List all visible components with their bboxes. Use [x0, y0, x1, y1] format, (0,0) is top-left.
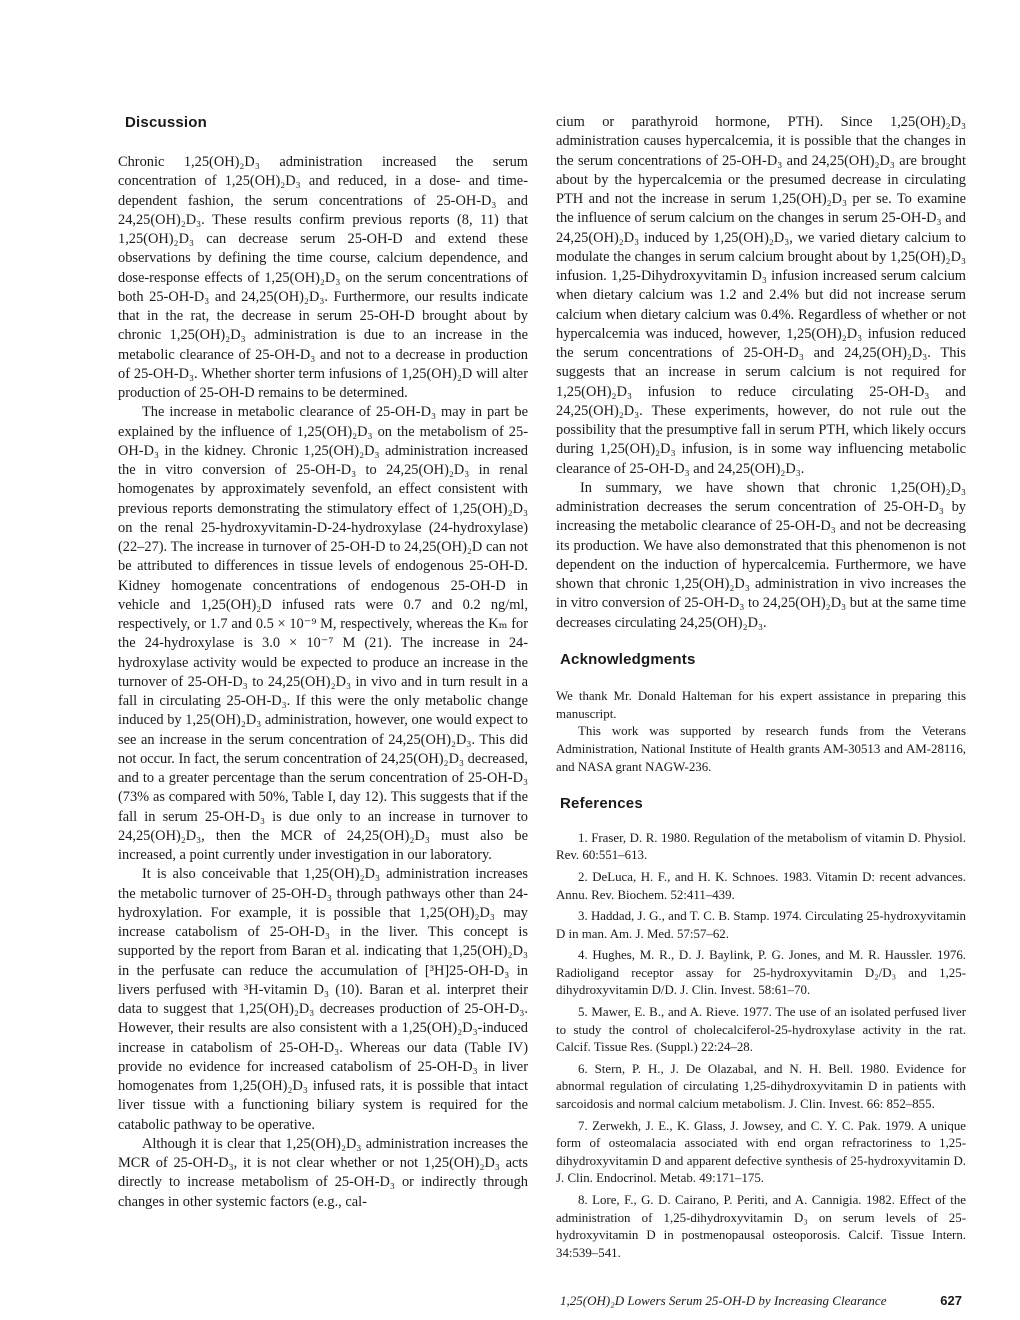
reference-item: 2. DeLuca, H. F., and H. K. Schnoes. 1983. Vitamin D: recent advances. Annu. Rev. Biochem. 52:411–439.	[556, 869, 966, 902]
discussion-paragraph-4: Although it is clear that 1,25(OH)₂D₃ administration increases the MCR of 25-OH-D₃, it is not clear whether or not 1,25(OH)₂D₃ acts directly to increase metabolism of 25-OH-D₃ or indirectly through changes in other systemic factors (e.g., cal-	[118, 1135, 528, 1210]
acknowledgments-heading: Acknowledgments	[560, 650, 696, 668]
acknowledgments-paragraph-1: We thank Mr. Donald Halteman for his expert assistance in preparing this manuscript.	[556, 688, 966, 721]
reference-item: 4. Hughes, M. R., D. J. Baylink, P. G. Jones, and M. R. Haussler. 1976. Radioligand receptor assay for 25-hydroxyvitamin D₂/D₃ and 1,25-dihydroxyvitamin D/D. J. Clin. Invest. 58:61–70.	[556, 948, 966, 998]
reference-item: 7. Zerwekh, J. E., K. Glass, J. Jowsey, and C. Y. C. Pak. 1979. A unique form of osteomalacia associated with end organ refractoriness to 1,25-dihydroxyvitamin D and apparent defective synthesis of 25-hydroxyvitamin D. J. Clin. Endocrinol. Metab. 49:171–175.	[556, 1118, 966, 1186]
discussion-paragraph-6: In summary, we have shown that chronic 1,25(OH)₂D₃ administration decreases the serum concentration of 25-OH-D₃ by increasing the metabolic clearance of 25-OH-D₃ and not be decreasing its production. We have also demonstrated that this phenomenon is not dependent on the induction of hypercalcemia. Furthermore, we have shown that chronic 1,25(OH)₂D₃ administration in vivo increases the in vitro conversion of 25-OH-D₃ to 24,25(OH)₂D₃ but at the same time decreases circulating 24,25(OH)₂D₃.	[556, 479, 966, 631]
reference-item: 5. Mawer, E. B., and A. Rieve. 1977. The use of an isolated perfused liver to study the control of cholecalciferol-25-hydroxylase activity in the rat. Calcif. Tissue Res. (Suppl.) 22:24–28.	[556, 1005, 966, 1055]
discussion-paragraph-1: Chronic 1,25(OH)₂D₃ administration increased the serum concentration of 1,25(OH)₂D₃ and reduced, in a dose- and time-dependent fashion, the serum concentrations of 25-OH-D₃ and 24,25(OH)₂D₃. These results confirm previous reports (8, 11) that 1,25(OH)₂D₃ can decrease serum 25-OH-D and extend these observations by defining the time course, calcium dependence, and dose-response effects of 1,25(OH)₂D₃ on the serum concentrations of both 25-OH-D₃ and 24,25(OH)₂D₃. Furthermore, our results indicate that in the rat, the decrease in serum 25-OH-D brought about by chronic 1,25(OH)₂D₃ administration is due to an increase in the metabolic clearance of 25-OH-D₃ and not to a decrease in production of 25-OH-D₃. Whether shorter term infusions of 1,25(OH)₂D will alter production of 25-OH-D remains to be determined.	[118, 154, 528, 401]
page-footer	[560, 1293, 962, 1309]
discussion-heading: Discussion	[125, 114, 208, 131]
left-column	[118, 114, 528, 1212]
reference-list	[556, 830, 966, 1263]
discussion-paragraph-2: The increase in metabolic clearance of 25-OH-D₃ may in part be explained by the influence of 1,25(OH)₂D₃ on the metabolism of 25-OH-D₃ in the kidney. Chronic 1,25(OH)₂D₃ administration increased the in vitro conversion of 25-OH-D₃ to 24,25(OH)₂D₃ in renal homogenates by approximately sevenfold, an effect consistent with previous reports demonstrating the stimulatory effect of 1,25(OH)₂D₃ on the renal 25-hydroxyvitamin-D-24-hydroxylase (24-hydroxylase) (22–27). The increase in turnover of 25-OH-D to 24,25(OH)₂D can not be attributed to differences in tissue levels of endogenous 25-OH-D. Kidney homogenate concentrations of endogenous 25-OH-D in vehicle and 1,25(OH)₂D infused rats were 0.7 and 0.2 ng/ml, respectively, or 1.7 and 0.5 × 10⁻⁹ M, respectively, whereas the Kₘ for the 24-hydroxylase is 3.0 × 10⁻⁷ M (21). The increase in 24-hydroxylase activity would be expected to produce an increase in the turnover of 25-OH-D₃ to 24,25(OH)₂D₃ in vivo and in turn result in a fall in circulating 25-OH-D₃. If this were the only metabolic change induced by 1,25(OH)₂D₃ administration, however, one would expect to see an increase in the serum concentration of 24,25(OH)₂D₃. This did not occur. In fact, the serum concentration of 24,25(OH)₂D₃ decreased, and to a greater percentage than the serum concentration of 25-OH-D₃ (73% as compared with 50%, Table I, day 12). This suggests that if the fall in serum 25-OH-D₃ is due only to an increase in turnover to 24,25(OH)₂D₃, then the MCR of 24,25(OH)₂D₃ must also be increased, a point currently under investigation in our laboratory.	[118, 404, 528, 863]
reference-item: 3. Haddad, J. G., and T. C. B. Stamp. 1974. Circulating 25-hydroxyvitamin D in man. Am. J. Med. 57:57–62.	[556, 909, 966, 941]
reference-item: 1. Fraser, D. R. 1980. Regulation of the metabolism of vitamin D. Physiol. Rev. 60:551–613.	[556, 830, 966, 863]
reference-item: 6. Stern, P. H., J. De Olazabal, and N. H. Bell. 1980. Evidence for abnormal regulation of circulating 1,25-dihydroxyvitamin D in patients with sarcoidosis and normal calcium metabolism. J. Clin. Invest. 66: 852–855.	[556, 1061, 966, 1112]
right-column	[556, 113, 966, 1266]
discussion-paragraph-5: cium or parathyroid hormone, PTH). Since 1,25(OH)₂D₃ administration causes hypercalcemia, it is possible that the changes in the serum concentrations of 25-OH-D₃ and 24,25(OH)₂D₃ are brought about by the hypercalcemia or the presumed decrease in circulating PTH and not the increase in serum 1,25(OH)₂D₃ per se. To examine the influence of serum calcium on the changes in serum 25-OH-D₃ and 24,25(OH)₂D₃ induced by 1,25(OH)₂D₃, we varied dietary calcium to modulate the changes in serum calcium brought about by 1,25(OH)₂D₃ infusion. 1,25-Dihydroxyvitamin D₃ infusion increased serum calcium when dietary calcium was 1.2 and 2.4% but did not increase serum calcium when dietary calcium was 0.4%. Regardless of whether or not hypercalcemia was induced, however, 1,25(OH)₂D₃ infusion reduced the serum concentrations of 25-OH-D₃ and 24,25(OH)₂D₃. This suggests that an increase in serum calcium is not required for 1,25(OH)₂D₃ infusion to reduce circulating 25-OH-D₃ and 24,25(OH)₂D₃. These experiments, however, do not rule out the possibility that the presumptive fall in serum PTH, which likely occurs during 1,25(OH)₂D₃ infusion, is in some way influencing metabolic clearance of 25-OH-D₃ and 24,25(OH)₂D₃.	[556, 114, 966, 477]
reference-item: 8. Lore, F., G. D. Cairano, P. Periti, and A. Cannigia. 1982. Effect of the administration of 1,25-dihydroxyvitamin D₃ on serum levels of 25-hydroxyvitamin D in postmenopausal osteoporosis. Calcif. Tissue Intern. 34:539–541.	[556, 1193, 966, 1260]
discussion-paragraph-3: It is also conceivable that 1,25(OH)₂D₃ administration increases the metabolic turnover of 25-OH-D₃ through pathways other than 24-hydroxylation. For example, it is possible that 1,25(OH)₂D₃ may increase catabolism of 25-OH-D₃ in the liver. This concept is supported by the report from Baran et al. indicating that 1,25(OH)₂D₃ in the perfusate can reduce the accumulation of [³H]25-OH-D₃ in livers perfused with ³H-vitamin D₃ (10). Baran et al. interpret their data to suggest that 1,25(OH)₂D₃ decreases production of 25-OH-D₃. However, their results are also consistent with a 1,25(OH)₂D₃-induced increase in catabolism of 25-OH-D₃. Whereas our data (Table IV) provide no evidence for increased catabolism of 25-OH-D₃ in liver homogenates from 1,25(OH)₂D₃ infused rats, it is possible that intact liver tissue with a functioning biliary system is required for the catabolic pathway to be operative.	[118, 866, 528, 1133]
page-number: 627	[940, 1293, 962, 1308]
references-heading: References	[560, 794, 643, 812]
acknowledgments-paragraph-2: This work was supported by research funds from the Veterans Administration, National Institute of Health grants AM-30513 and AM-28116, and NASA grant NAGW-236.	[556, 724, 966, 774]
running-title: 1,25(OH)₂D Lowers Serum 25-OH-D by Increasing Clearance	[560, 1293, 887, 1308]
